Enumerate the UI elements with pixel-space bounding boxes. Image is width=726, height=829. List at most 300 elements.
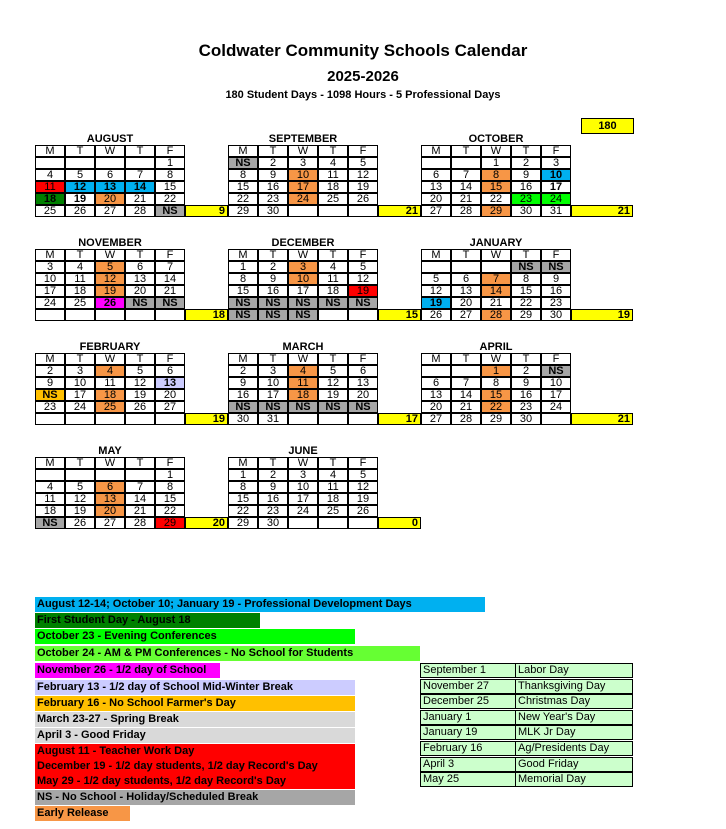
- day-cell: 17: [288, 285, 318, 297]
- day-cell: 17: [288, 181, 318, 193]
- day-cell: 13: [348, 377, 378, 389]
- day-cell: 15: [155, 493, 185, 505]
- legend-item: October 24 - AM & PM Conferences - No School for Students: [35, 646, 420, 661]
- day-cell: NS: [288, 401, 318, 413]
- day-cell: NS: [541, 365, 571, 377]
- day-cell: 21: [451, 401, 481, 413]
- month-title: JUNE: [288, 445, 318, 457]
- weekday-header: T: [125, 249, 155, 261]
- day-cell: 11: [318, 481, 348, 493]
- day-cell: 16: [511, 181, 541, 193]
- day-cell: 3: [288, 469, 318, 481]
- day-cell: 5: [348, 157, 378, 169]
- day-cell: 10: [541, 169, 571, 181]
- day-cell: NS: [125, 297, 155, 309]
- day-cell: 23: [511, 401, 541, 413]
- weekday-header: M: [228, 353, 258, 365]
- weekday-header: M: [35, 353, 65, 365]
- day-cell: 24: [541, 193, 571, 205]
- day-cell: 23: [258, 193, 288, 205]
- month-day-count: 21: [571, 413, 633, 425]
- day-cell: 22: [228, 505, 258, 517]
- day-cell: 26: [348, 505, 378, 517]
- day-cell: NS: [258, 401, 288, 413]
- day-cell: 4: [318, 157, 348, 169]
- day-cell: 8: [228, 169, 258, 181]
- day-cell: 2: [228, 365, 258, 377]
- day-cell: 25: [95, 401, 125, 413]
- day-cell: 7: [481, 273, 511, 285]
- weekday-header: M: [228, 249, 258, 261]
- weekday-header: T: [65, 249, 95, 261]
- day-cell: 10: [288, 481, 318, 493]
- day-cell: 24: [288, 505, 318, 517]
- day-cell: 15: [155, 181, 185, 193]
- day-cell: 19: [65, 505, 95, 517]
- day-cell: 6: [421, 377, 451, 389]
- day-cell: NS: [228, 401, 258, 413]
- legend-item: February 16 - No School Farmer's Day: [35, 696, 355, 711]
- day-cell: 11: [35, 181, 65, 193]
- holiday-date: April 3: [420, 757, 516, 772]
- day-cell: [481, 261, 511, 273]
- legend-item: October 23 - Evening Conferences: [35, 629, 355, 644]
- day-cell: 29: [228, 205, 258, 217]
- day-cell: 10: [258, 377, 288, 389]
- day-cell: 7: [451, 169, 481, 181]
- day-cell: 2: [511, 157, 541, 169]
- day-cell: 19: [318, 389, 348, 401]
- day-cell: NS: [288, 297, 318, 309]
- day-cell: 4: [318, 469, 348, 481]
- day-cell: [288, 517, 318, 529]
- day-cell: 8: [228, 273, 258, 285]
- weekday-header: T: [258, 145, 288, 157]
- day-cell: NS: [348, 401, 378, 413]
- month-day-count: 21: [378, 205, 421, 217]
- day-cell: 31: [541, 205, 571, 217]
- legend-item: First Student Day - August 18: [35, 613, 260, 628]
- day-cell: 12: [348, 481, 378, 493]
- weekday-header: F: [155, 353, 185, 365]
- day-cell: 5: [421, 273, 451, 285]
- day-cell: 23: [541, 297, 571, 309]
- day-cell: 15: [481, 181, 511, 193]
- weekday-header: W: [95, 353, 125, 365]
- day-cell: 18: [95, 389, 125, 401]
- day-cell: NS: [155, 205, 185, 217]
- day-cell: [451, 157, 481, 169]
- day-cell: 14: [451, 389, 481, 401]
- day-cell: 24: [65, 401, 95, 413]
- month-title: FEBRUARY: [79, 341, 141, 353]
- legend-item: February 13 - 1/2 day of School Mid-Winter Break: [35, 680, 355, 695]
- school-year: 2025-2026: [327, 68, 399, 85]
- weekday-header: M: [35, 145, 65, 157]
- day-cell: 6: [155, 365, 185, 377]
- legend-item: December 19 - 1/2 day students, 1/2 day Record's Day: [35, 759, 355, 774]
- day-cell: 27: [421, 413, 451, 425]
- month-day-count: 18: [185, 309, 228, 321]
- month-title: JANUARY: [469, 237, 523, 249]
- day-cell: [451, 261, 481, 273]
- month-title: APRIL: [479, 341, 513, 353]
- day-cell: 21: [155, 285, 185, 297]
- day-cell: 2: [258, 157, 288, 169]
- weekday-header: W: [481, 249, 511, 261]
- day-cell: 18: [35, 193, 65, 205]
- day-cell: 26: [65, 205, 95, 217]
- day-cell: 14: [155, 273, 185, 285]
- month-day-count: 19: [571, 309, 633, 321]
- legend-item: August 11 - Teacher Work Day: [35, 744, 355, 759]
- day-cell: 12: [65, 181, 95, 193]
- day-cell: 18: [35, 505, 65, 517]
- day-cell: 17: [35, 285, 65, 297]
- day-cell: 17: [65, 389, 95, 401]
- month-title: AUGUST: [86, 133, 134, 145]
- day-cell: 9: [258, 169, 288, 181]
- weekday-header: T: [318, 457, 348, 469]
- day-cell: NS: [511, 261, 541, 273]
- page-title: Coldwater Community Schools Calendar: [198, 41, 528, 60]
- calendar-subtitle: 180 Student Days - 1098 Hours - 5 Professional Days: [225, 89, 501, 101]
- day-cell: 3: [541, 157, 571, 169]
- day-cell: 3: [288, 261, 318, 273]
- day-cell: 13: [95, 493, 125, 505]
- day-cell: 23: [511, 193, 541, 205]
- day-cell: 2: [258, 261, 288, 273]
- month-title: SEPTEMBER: [268, 133, 338, 145]
- weekday-header: T: [511, 353, 541, 365]
- day-cell: 17: [541, 181, 571, 193]
- day-cell: 17: [258, 389, 288, 401]
- day-cell: [35, 309, 65, 321]
- weekday-header: T: [511, 249, 541, 261]
- month-title: MARCH: [282, 341, 324, 353]
- weekday-header: W: [481, 353, 511, 365]
- day-cell: 22: [481, 193, 511, 205]
- day-cell: [95, 469, 125, 481]
- day-cell: 2: [35, 365, 65, 377]
- day-cell: [65, 157, 95, 169]
- day-cell: 24: [541, 401, 571, 413]
- day-cell: 2: [258, 469, 288, 481]
- day-cell: 8: [155, 169, 185, 181]
- day-cell: 17: [541, 389, 571, 401]
- weekday-header: W: [288, 249, 318, 261]
- day-cell: 10: [65, 377, 95, 389]
- day-cell: 15: [481, 389, 511, 401]
- day-cell: NS: [348, 297, 378, 309]
- day-cell: 28: [451, 205, 481, 217]
- holiday-name: Memorial Day: [515, 772, 633, 787]
- day-cell: 15: [511, 285, 541, 297]
- day-cell: 21: [481, 297, 511, 309]
- legend-item: April 3 - Good Friday: [35, 728, 355, 743]
- day-cell: 5: [65, 481, 95, 493]
- weekday-header: M: [228, 145, 258, 157]
- day-cell: 7: [451, 377, 481, 389]
- day-cell: 20: [421, 401, 451, 413]
- weekday-header: T: [258, 249, 288, 261]
- day-cell: NS: [228, 309, 258, 321]
- day-cell: 10: [288, 169, 318, 181]
- day-cell: NS: [318, 297, 348, 309]
- day-cell: 22: [155, 193, 185, 205]
- day-cell: 15: [228, 285, 258, 297]
- day-cell: 20: [95, 505, 125, 517]
- day-cell: 8: [155, 481, 185, 493]
- day-cell: [65, 413, 95, 425]
- day-cell: 30: [228, 413, 258, 425]
- weekday-header: F: [541, 249, 571, 261]
- day-cell: 26: [421, 309, 451, 321]
- day-cell: 29: [511, 309, 541, 321]
- day-cell: 5: [125, 365, 155, 377]
- day-cell: 13: [125, 273, 155, 285]
- day-cell: 30: [541, 309, 571, 321]
- weekday-header: W: [288, 353, 318, 365]
- day-cell: 11: [35, 493, 65, 505]
- month-title: DECEMBER: [271, 237, 335, 249]
- day-cell: 30: [258, 205, 288, 217]
- day-cell: 10: [35, 273, 65, 285]
- day-cell: 20: [125, 285, 155, 297]
- weekday-header: T: [125, 145, 155, 157]
- day-cell: [421, 261, 451, 273]
- day-cell: NS: [35, 517, 65, 529]
- day-cell: 1: [155, 469, 185, 481]
- weekday-header: T: [318, 249, 348, 261]
- day-cell: 16: [258, 285, 288, 297]
- weekday-header: F: [155, 145, 185, 157]
- day-cell: 13: [155, 377, 185, 389]
- day-cell: [125, 157, 155, 169]
- weekday-header: F: [348, 457, 378, 469]
- day-cell: 30: [511, 205, 541, 217]
- day-cell: 1: [481, 365, 511, 377]
- day-cell: [125, 309, 155, 321]
- day-cell: 12: [95, 273, 125, 285]
- day-cell: [65, 469, 95, 481]
- month-title: NOVEMBER: [78, 237, 142, 249]
- day-cell: 20: [421, 193, 451, 205]
- day-cell: 12: [318, 377, 348, 389]
- day-cell: 26: [95, 297, 125, 309]
- day-cell: 23: [35, 401, 65, 413]
- day-cell: 6: [421, 169, 451, 181]
- day-cell: 19: [421, 297, 451, 309]
- day-cell: 6: [451, 273, 481, 285]
- day-cell: 22: [155, 505, 185, 517]
- day-cell: 11: [95, 377, 125, 389]
- month-day-count: 15: [378, 309, 421, 321]
- weekday-header: F: [541, 145, 571, 157]
- legend-item: March 23-27 - Spring Break: [35, 712, 355, 727]
- day-cell: [125, 469, 155, 481]
- weekday-header: F: [348, 353, 378, 365]
- day-cell: 19: [95, 285, 125, 297]
- day-cell: 1: [481, 157, 511, 169]
- month-day-count: 0: [378, 517, 421, 529]
- day-cell: NS: [35, 389, 65, 401]
- day-cell: 19: [348, 285, 378, 297]
- day-cell: NS: [258, 309, 288, 321]
- day-cell: 16: [541, 285, 571, 297]
- day-cell: 4: [318, 261, 348, 273]
- day-cell: 16: [258, 181, 288, 193]
- day-cell: 27: [95, 205, 125, 217]
- day-cell: 13: [95, 181, 125, 193]
- holiday-date: November 27: [420, 679, 516, 694]
- weekday-header: F: [348, 145, 378, 157]
- day-cell: [35, 469, 65, 481]
- day-cell: 6: [95, 481, 125, 493]
- day-cell: 5: [348, 261, 378, 273]
- day-cell: [451, 365, 481, 377]
- day-cell: 23: [258, 505, 288, 517]
- day-cell: 3: [258, 365, 288, 377]
- holiday-name: Ag/Presidents Day: [515, 741, 633, 756]
- day-cell: 30: [511, 413, 541, 425]
- day-cell: [348, 517, 378, 529]
- day-cell: 26: [65, 517, 95, 529]
- day-cell: [95, 157, 125, 169]
- day-cell: 1: [155, 157, 185, 169]
- day-cell: 12: [125, 377, 155, 389]
- day-cell: 9: [35, 377, 65, 389]
- total-days-box: 180: [581, 118, 634, 134]
- day-cell: 14: [125, 493, 155, 505]
- day-cell: 8: [511, 273, 541, 285]
- holiday-date: September 1: [420, 663, 516, 678]
- day-cell: NS: [228, 297, 258, 309]
- day-cell: 4: [288, 365, 318, 377]
- day-cell: [95, 309, 125, 321]
- day-cell: 14: [481, 285, 511, 297]
- day-cell: 22: [511, 297, 541, 309]
- day-cell: NS: [155, 297, 185, 309]
- holiday-name: Labor Day: [515, 663, 633, 678]
- day-cell: [95, 413, 125, 425]
- day-cell: 29: [481, 205, 511, 217]
- day-cell: 8: [481, 169, 511, 181]
- day-cell: [288, 413, 318, 425]
- day-cell: NS: [258, 297, 288, 309]
- day-cell: 27: [421, 205, 451, 217]
- day-cell: 19: [348, 181, 378, 193]
- weekday-header: T: [318, 145, 348, 157]
- weekday-header: W: [95, 457, 125, 469]
- day-cell: [318, 517, 348, 529]
- day-cell: 10: [288, 273, 318, 285]
- weekday-header: M: [35, 249, 65, 261]
- legend-item: November 26 - 1/2 day of School: [35, 663, 220, 678]
- weekday-header: M: [421, 353, 451, 365]
- day-cell: 9: [258, 273, 288, 285]
- day-cell: 27: [451, 309, 481, 321]
- day-cell: 18: [318, 285, 348, 297]
- weekday-header: T: [318, 353, 348, 365]
- month-day-count: 20: [185, 517, 228, 529]
- holiday-date: January 19: [420, 725, 516, 740]
- day-cell: 11: [65, 273, 95, 285]
- weekday-header: T: [258, 353, 288, 365]
- day-cell: 7: [155, 261, 185, 273]
- day-cell: 12: [348, 273, 378, 285]
- day-cell: [318, 309, 348, 321]
- day-cell: 6: [348, 365, 378, 377]
- weekday-header: M: [228, 457, 258, 469]
- day-cell: 18: [65, 285, 95, 297]
- day-cell: 4: [65, 261, 95, 273]
- weekday-header: F: [155, 249, 185, 261]
- day-cell: 8: [228, 481, 258, 493]
- day-cell: 9: [228, 377, 258, 389]
- legend-item: NS - No School - Holiday/Scheduled Break: [35, 790, 355, 805]
- day-cell: 28: [125, 205, 155, 217]
- day-cell: 5: [65, 169, 95, 181]
- holiday-name: Good Friday: [515, 757, 633, 772]
- day-cell: 3: [65, 365, 95, 377]
- day-cell: 14: [125, 181, 155, 193]
- day-cell: [65, 309, 95, 321]
- day-cell: 4: [35, 481, 65, 493]
- day-cell: 20: [348, 389, 378, 401]
- day-cell: 9: [511, 169, 541, 181]
- day-cell: 27: [155, 401, 185, 413]
- weekday-header: T: [511, 145, 541, 157]
- weekday-header: F: [155, 457, 185, 469]
- day-cell: 12: [348, 169, 378, 181]
- day-cell: NS: [288, 309, 318, 321]
- day-cell: 17: [288, 493, 318, 505]
- day-cell: 20: [95, 193, 125, 205]
- day-cell: 22: [481, 401, 511, 413]
- day-cell: 31: [258, 413, 288, 425]
- day-cell: 18: [318, 493, 348, 505]
- day-cell: NS: [541, 261, 571, 273]
- day-cell: 1: [228, 469, 258, 481]
- day-cell: NS: [228, 157, 258, 169]
- day-cell: 28: [451, 413, 481, 425]
- day-cell: 22: [228, 193, 258, 205]
- day-cell: 10: [541, 377, 571, 389]
- weekday-header: M: [35, 457, 65, 469]
- day-cell: 11: [288, 377, 318, 389]
- day-cell: 13: [451, 285, 481, 297]
- weekday-header: F: [348, 249, 378, 261]
- day-cell: 28: [125, 517, 155, 529]
- day-cell: [421, 157, 451, 169]
- day-cell: 5: [348, 469, 378, 481]
- day-cell: 21: [125, 193, 155, 205]
- day-cell: 21: [125, 505, 155, 517]
- day-cell: 30: [258, 517, 288, 529]
- month-title: MAY: [98, 445, 122, 457]
- day-cell: 3: [288, 157, 318, 169]
- day-cell: [288, 205, 318, 217]
- day-cell: 29: [228, 517, 258, 529]
- holiday-date: February 16: [420, 741, 516, 756]
- holiday-date: December 25: [420, 694, 516, 709]
- day-cell: 27: [95, 517, 125, 529]
- month-day-count: 19: [185, 413, 228, 425]
- month-title: OCTOBER: [468, 133, 524, 145]
- day-cell: 15: [228, 181, 258, 193]
- day-cell: 9: [511, 377, 541, 389]
